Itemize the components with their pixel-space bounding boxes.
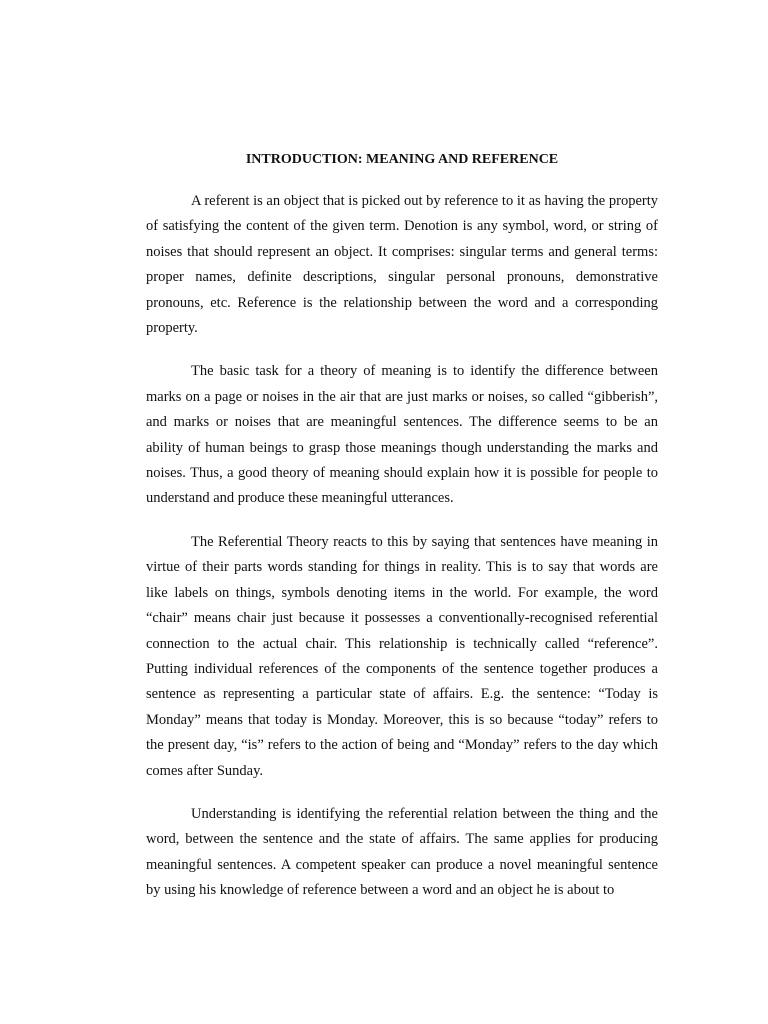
paragraph-theory-of-meaning: The basic task for a theory of meaning is to identify the difference between marks on a page or noises in the air that are just marks or noises, so called “gibberish”, and marks or noises that are meaningful sentences. The difference seems to be an ability of human beings to grasp those meanings though understanding the marks and noises. Thus, a good theory of meaning should explain how it is possible for people to understand and produce these meaningful utterances. (146, 363, 658, 507)
document-body (146, 149, 658, 904)
paragraph-understanding: Understanding is identifying the referential relation between the thing and the word, between the sentence and the state of affairs. The same applies for producing meaningful sentences. A competent speaker can produce a novel meaningful sentence by using his knowledge of reference between a word and an object he is about to (146, 805, 658, 899)
paragraph-referent: A referent is an object that is picked out by reference to it as having the property of satisfying the content of the given term. Denotion is any symbol, word, or string of noises that should represent an object. It comprises: singular terms and general terms: proper names, definite descriptions, singular personal pronouns, demonstrative pronouns, etc. Reference is the relationship between the word and a corresponding property. (146, 193, 658, 337)
page-title: INTRODUCTION: MEANING AND REFERENCE (245, 152, 559, 167)
paragraph-referential-theory: The Referential Theory reacts to this by saying that sentences have meaning in virtue of their parts words standing for things in reality. This is to say that words are like labels on things, symbols denoting items in the world. For example, the word “chair” means chair just because it possesses a conventionally-recognised referential connection to the actual chair. This relationship is technically called “reference”. Putting individual references of the components of the sentence together produces a sentence as representing a particular state of affairs. E.g. the sentence: “Today is Monday” means that today is Monday. Moreover, this is so because “today” refers to the present day, “is” refers to the action of being and “Monday” refers to the day which comes after Sunday. (146, 533, 658, 779)
